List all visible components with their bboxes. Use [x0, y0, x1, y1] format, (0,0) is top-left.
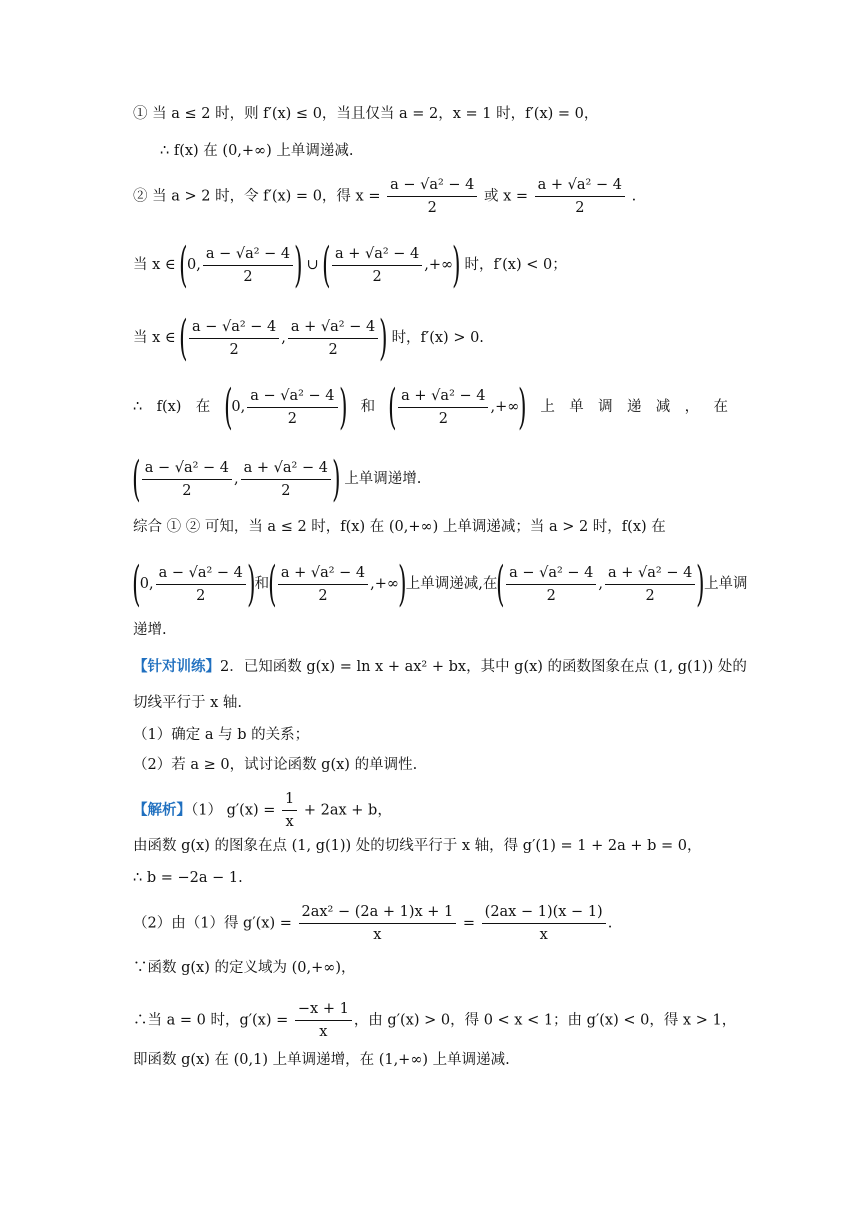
case-a-zero-line: ∴当 a = 0 时，g′(x) = $\frac{-x + 1}{x}$ ，由 g′(x) > 0，得 0 < x < 1；由 g′(x) < 0，得 x > 1， [133, 1001, 737, 1040]
exercise-tag: 【针对训练】 [133, 659, 220, 675]
root-plus-fraction: $\frac{\text{a + √a² − 4}}{2}$ [535, 176, 625, 217]
summary-end-line: 递增. [133, 622, 167, 638]
solution-relation-line: ∴ b = −2a − 1. [133, 870, 243, 886]
domain-line: ∵函数 g(x) 的定义域为 (0,+∞)， [133, 960, 356, 976]
solution-part-two-line: （2）由（1）得 g′(x) = $\frac{\text{2ax² − (2a + 1)x + 1}}{x}$ = $\frac{(2ax - 1)(x - 1)}{x}$ . [133, 904, 613, 943]
summary-intervals-line: (0, $\frac{\text{a − √a² − 4}}{2}$ )和( $\frac{\text{a + √a² − 4}}{2}$ ,+∞)上单调递减,在( $\frac{\text{a − √a² − 4}}{2}$ , $\frac{\text{a + √a² − 4}}{2}$ )上单调 [132, 556, 748, 612]
case-a-zero-conclusion: 即函数 g(x) 在 (0,1) 上单调递增，在 (1,+∞) 上单调递减. [133, 1052, 510, 1068]
summary-line: 综合 ① ② 可知，当 a ≤ 2 时，f(x) 在 (0,+∞) 上单调递减；当 a > 2 时，f(x) 在 [133, 519, 666, 535]
exercise-prompt-line: 【针对训练】2．已知函数 g(x) = ln x + ax² + bx，其中 g(x) 的函数图象在点 (1, g(1)) 处的 [133, 659, 747, 675]
exercise-part-two: （2）若 a ≥ 0，试讨论函数 g(x) 的单调性. [133, 757, 418, 773]
solution-tangent-line: 由函数 g(x) 的图象在点 (1, g(1)) 处的切线平行于 x 轴，得 g′(1) = 1 + 2a + b = 0， [133, 838, 702, 854]
root-minus-fraction: $\frac{\text{a − √a² − 4}}{2}$ [387, 176, 477, 217]
increasing-conclusion-line: ( $\frac{\text{a − √a² − 4}}{2}$ , $\frac{\text{a + √a² − 4}}{2}$ ) 上单调递增. [132, 451, 422, 507]
decreasing-interval-line: 当 x ∈ (0, $\frac{\text{a − √a² − 4}}{2}$ ) ∪ ( $\frac{\text{a + √a² − 4}}{2}$ ,+∞) 时，f′(x) < 0； [133, 237, 567, 293]
exercise-prompt-cont: 切线平行于 x 轴. [133, 695, 243, 711]
case-one-line: ① 当 a ≤ 2 时，则 f′(x) ≤ 0，当且仅当 a = 2，x = 1 时，f′(x) = 0， [133, 106, 599, 122]
conclusion-line: ∴ f(x) 在 (0, $\frac{\text{a − √a² − 4}}{2}$ ) 和 ( $\frac{\text{a + √a² − 4}}{2}$ ,+∞) 上 单 调 递 减 ， 在 [133, 379, 728, 435]
solution-derivative-line: 【解析】（1） g′(x) = $\frac{1}{x}$ + 2ax + b， [133, 791, 392, 830]
solution-tag: 【解析】 [133, 802, 191, 819]
case-two-line: ② 当 a > 2 时，令 f′(x) = 0，得 x = $\frac{\text{a − √a² − 4}}{2}$ 或 x = $\frac{\text{a + √a² − 4}}{2}$ . [133, 177, 637, 216]
case-one-conclusion: ∴ f(x) 在 (0,+∞) 上单调递减. [160, 143, 354, 159]
exercise-part-one: （1）确定 a 与 b 的关系； [133, 727, 310, 743]
increasing-interval-line: 当 x ∈ ( $\frac{\text{a − √a² − 4}}{2}$ , $\frac{\text{a + √a² − 4}}{2}$ ) 时，f′(x) > 0. [133, 310, 484, 366]
